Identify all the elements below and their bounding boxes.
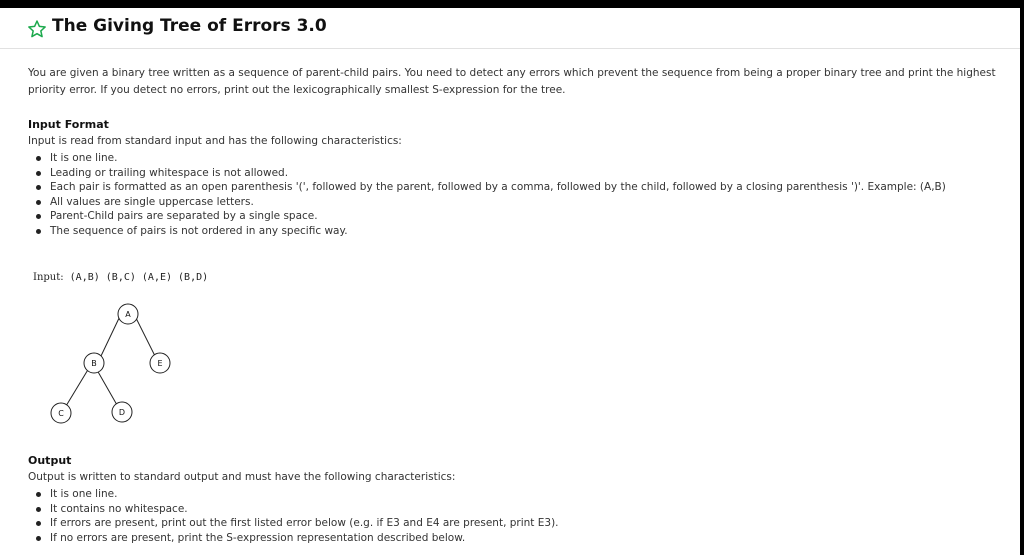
tree-node-a-label: A xyxy=(125,310,131,319)
bullet-icon xyxy=(36,507,41,512)
bullet-icon xyxy=(36,156,41,161)
tree-edge-b-c xyxy=(66,368,89,406)
tree-edge-a-b xyxy=(101,314,121,356)
tree-edge-b-d xyxy=(97,370,117,405)
example-input-label: Input: xyxy=(33,272,64,283)
bullet-icon xyxy=(36,521,41,526)
bullet-icon xyxy=(36,185,41,190)
bullet-icon xyxy=(36,536,41,541)
bullet-icon xyxy=(36,214,41,219)
tree-node-b-label: B xyxy=(91,359,97,368)
problem-card xyxy=(0,8,1020,555)
list-item: The sequence of pairs is not ordered in any specific way. xyxy=(28,224,946,239)
example-input-value: (A,B) (B,C) (A,E) (B,D) xyxy=(69,272,209,283)
problem-intro: You are given a binary tree written as a sequence of parent-child pairs. You need to detect any errors which prevent the sequence from being a proper binary tree and print the highest priority error. If you detect no errors, print out the lexicographically smallest S-expression for the tree. xyxy=(28,67,996,96)
list-item: Leading or trailing whitespace is not allowed. xyxy=(28,166,946,181)
bullet-icon xyxy=(36,171,41,176)
tree-node-d-label: D xyxy=(118,408,126,417)
tree-node-c-label: C xyxy=(58,409,64,418)
list-item: It is one line. xyxy=(28,151,946,166)
output-format-list xyxy=(28,487,559,545)
list-item: It is one line. xyxy=(28,487,559,502)
input-format-list xyxy=(28,151,946,239)
tree-node-e-label: E xyxy=(157,359,163,368)
bullet-icon xyxy=(36,200,41,205)
list-item: If no errors are present, print the S-expression representation described below. xyxy=(28,531,559,546)
input-format-description: Input is read from standard input and has the following characteristics: xyxy=(28,135,402,147)
example-tree-diagram xyxy=(40,298,180,428)
bullet-icon xyxy=(36,229,41,234)
tree-edge-a-e xyxy=(134,314,155,356)
list-item: Each pair is formatted as an open parenthesis '(', followed by the parent, followed by a comma, followed by the child, followed by a closing parenthesis ')'. Example: (A,B) xyxy=(28,180,946,195)
page-title: The Giving Tree of Errors 3.0 xyxy=(52,16,327,36)
bullet-icon xyxy=(36,492,41,497)
output-format-description: Output is written to standard output and must have the following characteristics: xyxy=(28,471,456,483)
problem-header xyxy=(0,8,1020,49)
example-input xyxy=(33,272,208,283)
list-item: It contains no whitespace. xyxy=(28,502,559,517)
list-item: Parent-Child pairs are separated by a single space. xyxy=(28,209,946,224)
output-format-heading: Output xyxy=(28,454,72,467)
list-item: All values are single uppercase letters. xyxy=(28,195,946,210)
star-outline-icon[interactable] xyxy=(27,19,47,39)
list-item: If errors are present, print out the first listed error below (e.g. if E3 and E4 are present, print E3). xyxy=(28,516,559,531)
input-format-heading: Input Format xyxy=(28,118,109,131)
